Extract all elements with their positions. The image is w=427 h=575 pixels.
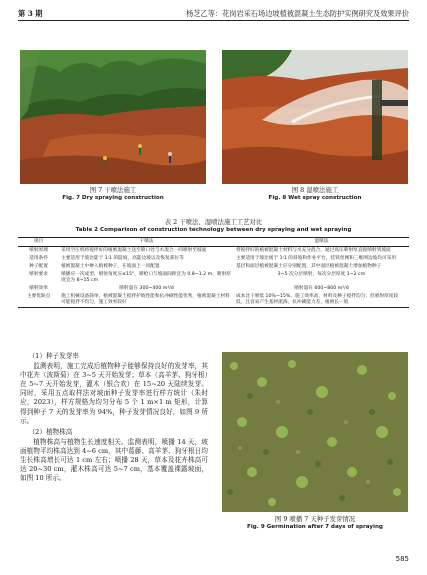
table-row [18, 255, 409, 263]
row-item: 主要优缺点 [26, 294, 51, 299]
fig9-caption [222, 515, 408, 531]
page-number: 585 [395, 555, 409, 563]
header-rule [18, 20, 409, 21]
fig8-caption [222, 186, 408, 202]
fig9-photo [222, 352, 408, 512]
fig7-photo [20, 50, 206, 184]
section1-paragraph: 监测表明，施工完成后植物种子能够保持良好的发芽率，其中花卉（波斯菊）在 3~5 天开始发芽；草本（高羊茅、狗牙根）在 5~7 天开始发芽，灌木（银合欢）在 15~20 天陆续发芽。同时，采用五点取样法对坡面种子发芽率进行样方统计（朱时应，2023），样方规格为均匀分布 5 个 1 m×1 m 矩形，计算得到种子 7 天的发芽率为 94%，种子发芽情况良好，如图 9 所示。 [20, 362, 208, 425]
table2-header-row [18, 238, 409, 247]
row-dry: 植被混凝土中掺入植被种子，在坡面上一同配置 [61, 264, 160, 269]
body-text [20, 350, 208, 483]
row-wet: 喷射量在 600~800 m³/d [294, 286, 349, 291]
row-dry: 施工机械设备简单，植被混凝土搅拌护坡性能和抗冲刷性能优秀，植被混凝土材料可能搅拌不均匀，施工效率较好 [61, 294, 230, 305]
row-wet: 3~5 次分层喷射，每次分层厚度 1~2 cm [277, 272, 366, 277]
fig7-caption [20, 186, 206, 202]
row-item: 喷射要求 [29, 272, 48, 277]
table2-header-wet: 湿喷法 [314, 239, 329, 244]
row-dry: 主要适用于坡比陡于 1∶1 的陡坡，高陡边坡以及恢复部位等 [61, 256, 184, 261]
row-dry: 喷播应一次成型，喷射角度应≤15°，喷枪口与坡面间距宜为 0.8~1.2 m，喷射厚度宜为 8~15 cm [61, 272, 231, 283]
fig8-caption-cn: 图 8 湿喷法施工 [291, 186, 339, 194]
section1-title: （1）种子发芽率 [28, 352, 79, 360]
row-item: 喷射效率 [29, 286, 48, 291]
table-row [18, 247, 409, 256]
row-item: 喷射原理 [29, 248, 48, 253]
table-row [18, 285, 409, 293]
table-row [18, 293, 409, 308]
row-dry: 采用空压机将搅拌好的植被混凝土送至喷口处与水混合一同喷射至坡面 [61, 248, 207, 253]
fig8-caption-en: Fig. 8 Wet spray construction [268, 195, 362, 201]
fig7-caption-cn: 图 7 干喷法施工 [89, 186, 137, 194]
row-wet: 基层和面层植被混凝土应分别配置，其中面层植被混凝土增加植物种子 [235, 264, 382, 269]
fig9-caption-en: Fig. 9 Germination after 7 days of spraying [247, 524, 383, 530]
table-row [18, 271, 409, 285]
row-item: 适用条件 [29, 256, 48, 261]
row-wet: 将搅拌好的植被混凝土材料与水充分混合，通过高压喷射泵直接喷射到坡面 [235, 248, 391, 253]
running-title: 杨芝乙等：花岗岩采石场边坡植被混凝土生态防护实例研究及效果评价 [186, 9, 409, 18]
running-header [18, 6, 409, 20]
table2-header-dry: 干喷法 [139, 239, 154, 244]
table2-header-item: 项目 [33, 239, 44, 244]
row-item: 种子配置 [29, 264, 48, 269]
table-row [18, 263, 409, 271]
row-wet: 主要适用于坡比缓于 1∶1 的斜坡和作业平台，挂铁丝网和三维网边坡均可采用 [235, 256, 397, 261]
issue-number: 第 3 期 [18, 9, 43, 18]
fig8-photo [222, 50, 408, 184]
table2-title-cn: 表 2 干喷法、湿喷法施工工艺对比 [164, 218, 263, 226]
fig9-caption-cn: 图 9 喷播 7 天种子发芽情况 [274, 515, 356, 523]
fig7-caption-en: Fig. 7 Dry spraying construction [62, 195, 164, 201]
section2-title: （2）植物株高 [28, 427, 73, 436]
table2-title-en: Table 2 Comparison of construction technology between dry spraying and wet spraying [75, 227, 352, 233]
table2-caption [18, 218, 409, 234]
section2-paragraph: 植物株高与植物生长速度相关。监测表明，喷播 14 天，坡面植物平均株高达到 4~6 cm，其中葛藤、高羊茅、狗牙根日均生长株高增长可达 1 cm 左右；喷播 28 天，草本及花卉株高可达 20~30 cm，灌木株高可达 5~7 cm，基本覆盖裸露坡面，如图 10 所示。 [20, 437, 208, 483]
row-dry: 喷射量在 300~400 m³/d [119, 286, 174, 291]
table2 [18, 237, 409, 308]
row-wet: 成本比干喷低 10%~15%，施工效率高，材料及种子搅拌均匀；但喷射厚度较低，且容易产生基材流淌，抗冲刷能力差，植被长一般 [235, 294, 399, 305]
